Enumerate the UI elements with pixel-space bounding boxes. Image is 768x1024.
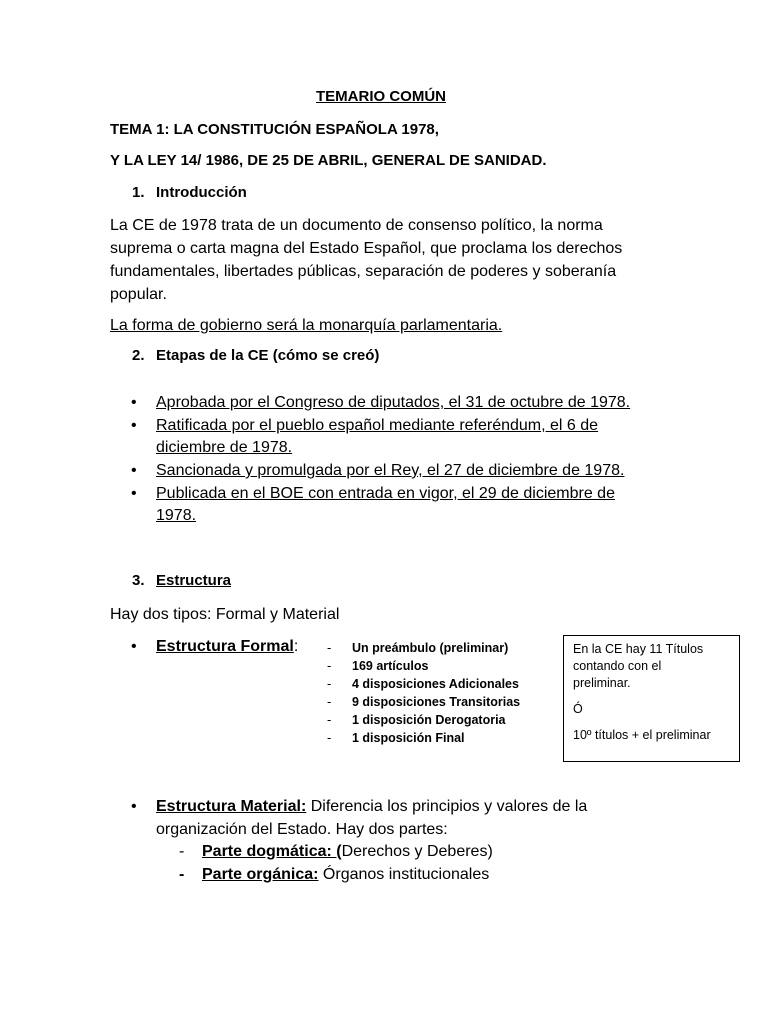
section-1-title: Introducción bbox=[156, 184, 247, 201]
box-line: contando con el bbox=[573, 659, 662, 673]
formal-item: 4 disposiciones Adicionales bbox=[352, 677, 519, 691]
box-line: preliminar. bbox=[573, 676, 631, 690]
titulos-note-box bbox=[563, 635, 740, 762]
section-2-number: 2. bbox=[132, 347, 145, 364]
box-line: Ó bbox=[573, 702, 583, 716]
etapa-item-line: Sancionada y promulgada por el Rey, el 27 de diciembre de 1978. bbox=[156, 462, 625, 479]
tema-heading-line1: TEMA 1: LA CONSTITUCIÓN ESPAÑOLA 1978, bbox=[110, 121, 439, 138]
tema-heading-line2: Y LA LEY 14/ 1986, DE 25 DE ABRIL, GENERAL DE SANIDAD. bbox=[110, 152, 547, 169]
section-3-number: 3. bbox=[132, 572, 145, 589]
formal-item: 1 disposición Final bbox=[352, 731, 465, 745]
material-text: Diferencia los principios y valores de la bbox=[306, 798, 588, 815]
dash-icon: - bbox=[179, 866, 185, 883]
estructura-material-line1 bbox=[156, 795, 587, 818]
dash-icon: - bbox=[327, 730, 332, 745]
forma-gobierno-text: La forma de gobierno será la monarquía parlamentaria. bbox=[110, 317, 503, 334]
parte-item bbox=[202, 863, 489, 886]
intro-paragraph-line: La CE de 1978 trata de un documento de consenso político, la norma bbox=[110, 217, 603, 234]
bullet-icon: • bbox=[131, 485, 137, 502]
etapa-item-line: Publicada en el BOE con entrada en vigor, el 29 de diciembre de bbox=[156, 485, 615, 502]
formal-label-text: Estructura Formal bbox=[156, 638, 294, 655]
etapa-item-line: Aprobada por el Congreso de diputados, el 31 de octubre de 1978. bbox=[156, 394, 631, 411]
material-label: Estructura Material: bbox=[156, 798, 307, 815]
formal-item: 1 disposición Derogatoria bbox=[352, 713, 506, 727]
dash-icon: - bbox=[327, 712, 332, 727]
estructura-material-line2: organización del Estado. Hay dos partes: bbox=[156, 821, 448, 838]
etapa-item-line: 1978. bbox=[156, 507, 197, 524]
formal-item: 169 artículos bbox=[352, 659, 429, 673]
tipos-text: Hay dos tipos: Formal y Material bbox=[110, 606, 340, 623]
parte-label: Parte dogmática: ( bbox=[202, 843, 342, 860]
doc-title: TEMARIO COMÚN bbox=[316, 88, 446, 105]
etapa-item-line: Ratificada por el pueblo español mediante referéndum, el 6 de bbox=[156, 417, 599, 434]
dash-icon: - bbox=[179, 843, 185, 860]
section-2-title: Etapas de la CE (cómo se creó) bbox=[156, 347, 380, 364]
dash-icon: - bbox=[327, 694, 332, 709]
formal-colon: : bbox=[293, 638, 299, 655]
dash-icon: - bbox=[327, 640, 332, 655]
parte-text: Órganos institucionales bbox=[318, 866, 490, 883]
box-line: En la CE hay 11 Títulos bbox=[573, 642, 704, 656]
intro-paragraph-line: fundamentales, libertades públicas, separación de poderes y soberanía bbox=[110, 263, 617, 280]
formal-item: 9 disposiciones Transitorias bbox=[352, 695, 521, 709]
box-line: 10º títulos + el preliminar bbox=[573, 728, 711, 742]
bullet-icon: • bbox=[131, 394, 137, 411]
estructura-formal-label bbox=[156, 635, 298, 658]
parte-text: Derechos y Deberes) bbox=[341, 843, 493, 860]
etapa-item-line: diciembre de 1978. bbox=[156, 439, 293, 456]
section-3-title: Estructura bbox=[156, 572, 232, 589]
intro-paragraph-line: popular. bbox=[110, 286, 167, 303]
dash-icon: - bbox=[327, 676, 332, 691]
bullet-icon: • bbox=[131, 798, 137, 815]
intro-paragraph-line: suprema o carta magna del Estado Español, que proclama los derechos bbox=[110, 240, 623, 257]
parte-item bbox=[202, 840, 493, 863]
bullet-icon: • bbox=[131, 638, 137, 655]
section-1-number: 1. bbox=[132, 184, 145, 201]
formal-item: Un preámbulo (preliminar) bbox=[352, 641, 509, 655]
parte-label: Parte orgánica: bbox=[202, 866, 319, 883]
bullet-icon: • bbox=[131, 417, 137, 434]
dash-icon: - bbox=[327, 658, 332, 673]
bullet-icon: • bbox=[131, 462, 137, 479]
